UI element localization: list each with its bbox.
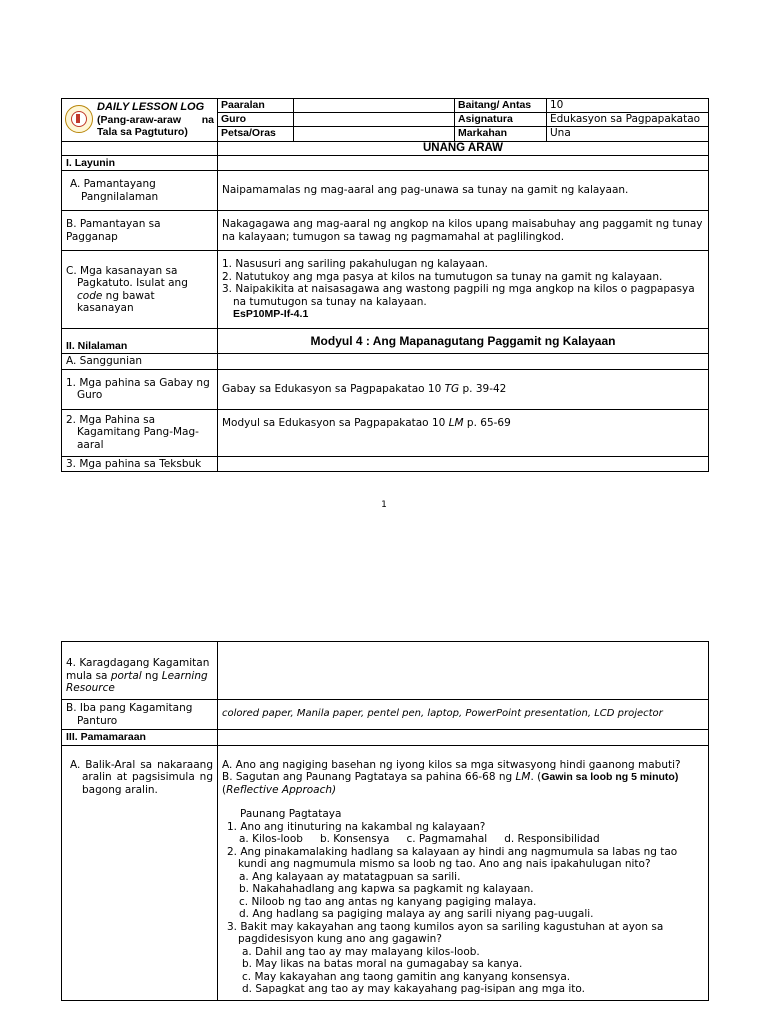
lesson-log-table-page1 (61, 98, 709, 472)
question-2: 2. Ang pinakamalaking hadlang sa kalayaan ay hindi ang nagmumula sa labas ng tao kundi ang nagmumula mismo sa loob ng tao. Ano ang nais ipakahulugan nito? (227, 845, 678, 870)
layunin-blank (218, 155, 709, 171)
section-sanggunian: A. Sanggunian (62, 354, 218, 370)
field-label-asignatura: Asignatura (455, 113, 547, 127)
q1-choice-a: a. Kilos-loob (239, 833, 303, 845)
value-karagdagan (218, 642, 709, 700)
q1-choice-b: b. Konsensya (319, 833, 390, 845)
field-value-baitang: 10 (547, 99, 709, 113)
value-pamantayang-pangnilalaman: Naipamamalas ng mag-aaral ang pag-unawa sa tunay na gamit ng kalayaan. (218, 171, 709, 211)
q2-choice-a: a. Ang kalayaan ay matatagpuan sa sarili. (239, 870, 461, 883)
question-1: 1. Ano ang itinuturing na kakambal ng kalayaan? (227, 820, 486, 833)
field-label-petsa: Petsa/Oras (218, 127, 294, 141)
q2-choice-b: b. Nakahahadlang ang kapwa sa pagkamit ng kalayaan. (239, 883, 534, 895)
day-title-blank (62, 141, 218, 155)
q3-choice-c: c. May kakayahan ang taong gamitin ang kanyang konsensya. (242, 970, 571, 983)
balik-line-b: B. Sagutan ang Paunang Pagtataya sa pahina 66-68 ng LM. (Gawin sa loob ng 5 minuto) (222, 771, 679, 783)
lesson-log-table-page2 (61, 641, 709, 1001)
q3-choice-a: a. Dahil ang tao ay may malayang kilos-loob. (242, 945, 480, 958)
question-1-choices (222, 833, 704, 846)
header-title: DAILY LESSON LOG (97, 101, 205, 113)
field-value-markahan: Una (547, 127, 709, 141)
field-label-paaralan: Paaralan (218, 99, 294, 113)
label-karagdagan: 4. Karagdagang Kagamitan mula sa portal ng Learning Resource (62, 642, 218, 700)
page-number: 1 (381, 500, 387, 510)
field-value-paaralan (294, 99, 455, 113)
field-value-asignatura: Edukasyon sa Pagpapakatao (547, 113, 709, 127)
label-teksbuk: 3. Mga pahina sa Teksbuk (62, 456, 218, 472)
kasanayan-item-3: 3. Naipakikita at naisasagawa ang wastong pagpili ng mga angkop na kilos o pagpapasya na tumutugon sa tunay na kalayaan. (222, 283, 695, 308)
q1-choice-c: c. Pagmamahal (406, 833, 488, 845)
label-kagamitan: 2. Mga Pahina sa Kagamitang Pang-Mag- aaral (62, 409, 218, 456)
section-layunin: I. Layunin (62, 155, 218, 171)
pamamaraan-blank (218, 730, 709, 746)
header-subtitle-2: Tala sa Pagtuturo) (97, 126, 188, 138)
value-kagamitan: Modyul sa Edukasyon sa Pagpapakatao 10 LM p. 65-69 (218, 409, 709, 456)
q3-choice-b: b. May likas na batas moral na gumagabay sa kanya. (242, 958, 523, 970)
label-balik-aral: A. Balik-Aral sa nakaraang aralin at pagsisimula ng bagong aralin. (62, 745, 218, 1000)
balik-line-approach: (Reflective Approach) (222, 783, 337, 796)
label-pamantayang-pangnilalaman: A. Pamantayang Pangnilalaman (62, 171, 218, 211)
deped-seal-icon (65, 105, 93, 133)
header-subtitle-1: (Pang-araw-araw na (97, 113, 214, 126)
section-pamamaraan: III. Pamamaraan (62, 730, 218, 746)
kasanayan-item-2: 2. Natutukoy ang mga pasya at kilos na tumutugon sa tunay na gamit ng kalayaan. (222, 270, 663, 283)
kasanayan-code: EsP10MP-If-4.1 (233, 308, 309, 321)
value-iba-pang-kagamitan: colored paper, Manila paper, pentel pen, laptop, PowerPoint presentation, LCD projector (218, 700, 709, 730)
q2-choice-c: c. Niloob ng tao ang antas ng kanyang pagiging malaya. (239, 895, 537, 908)
value-gabay: Gabay sa Edukasyon sa Pagpapakatao 10 TG p. 39-42 (218, 369, 709, 409)
field-value-guro (294, 113, 455, 127)
header-cell (62, 99, 218, 142)
value-pamantayan-pagganap: Nakagagawa ang mag-aaral ng angkop na kilos upang maisabuhay ang paggamit ng tunay na kalayaan; tumugon sa tawag ng pagmamahal at paglilingkod. (218, 211, 709, 251)
field-label-baitang: Baitang/ Antas (455, 99, 547, 113)
label-gabay: 1. Mga pahina sa Gabay ng Guro (62, 369, 218, 409)
kasanayan-item-1: 1. Nasusuri ang sariling pakahulugan ng kalayaan. (222, 258, 489, 271)
q1-choice-d: d. Responsibilidad (504, 833, 600, 845)
day-title: UNANG ARAW (218, 141, 709, 155)
value-balik-aral (218, 745, 709, 1000)
field-value-petsa (294, 127, 455, 141)
field-label-markahan: Markahan (455, 127, 547, 141)
field-label-guro: Guro (218, 113, 294, 127)
label-pamantayan-pagganap: B. Pamantayan sa Pagganap (62, 211, 218, 251)
section-nilalaman: II. Nilalaman (62, 329, 218, 354)
label-kasanayan: C. Mga kasanayan sa Pagkatuto. Isulat ang code ng bawat kasanayan (62, 251, 218, 329)
balik-line-a: A. Ano ang nagiging basehan ng iyong kilos sa mga sitwasyong hindi gaanong mabuti? (222, 758, 681, 771)
q2-choice-d: d. Ang hadlang sa pagiging malaya ay ang sarili niyang pag-uugali. (239, 908, 594, 920)
paunang-pagtataya-title: Paunang Pagtataya (240, 808, 342, 820)
nilalaman-value: Modyul 4 : Ang Mapanagutang Paggamit ng Kalayaan (218, 329, 709, 354)
question-3: 3. Bakit may kakayahan ang taong kumilos ayon sa sariling kagustuhan at ayon sa pagdidesisyon kung ano ang gagawin? (227, 920, 664, 945)
sanggunian-blank (218, 354, 709, 370)
value-kasanayan (218, 251, 709, 329)
q3-choice-d: d. Sapagkat ang tao ay may kakayahang pag-isipan ang mga ito. (242, 983, 585, 995)
value-teksbuk (218, 456, 709, 472)
label-iba-pang-kagamitan: B. Iba pang Kagamitang Panturo (62, 700, 218, 730)
